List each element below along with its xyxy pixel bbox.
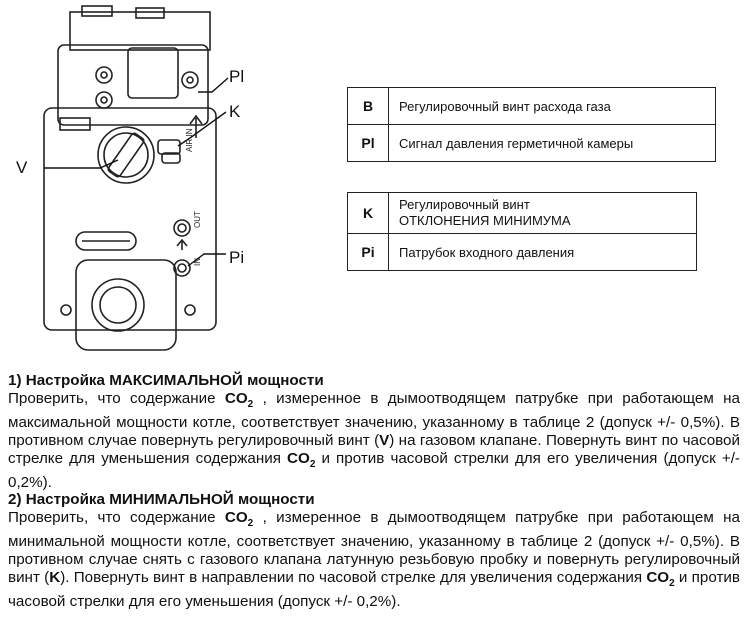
legend-table-k-pi (347, 192, 697, 271)
section-heading (8, 491, 740, 509)
pi-label: Pi (229, 248, 245, 267)
legend-table-b-pl (347, 87, 716, 162)
body-text: ). Повернуть винт в направлении по часовой стрелке для увеличения содержания (60, 569, 647, 587)
legend-code: B (348, 88, 389, 125)
v-adjust-screw (98, 127, 154, 183)
heading-keyword: МИНИМАЛЬНОЙ (109, 491, 234, 508)
legend-row (348, 193, 697, 234)
co2-symbol: $CO_2$ (224, 390, 254, 411)
upper-body (58, 45, 208, 125)
body-text: и против часовой стрелки для его уменьшения (допуск +/- 0,2%). (8, 569, 740, 611)
legend-desc: Сигнал давления герметичной камеры (389, 125, 716, 162)
body-text: ) на газовом клапане. Повернуть винт по часовой стрелке для уменьшения содержания (8, 432, 740, 468)
gas-valve-diagram (0, 0, 340, 370)
legend-row (348, 234, 697, 271)
section-heading (8, 372, 740, 390)
heading-keyword: МАКСИМАЛЬНОЙ (109, 372, 243, 389)
legend-desc: Патрубок входного давления (389, 234, 697, 271)
body-text: Проверить, что содержание (8, 390, 225, 407)
v-label: V (16, 158, 28, 177)
heading-suffix: мощности (233, 491, 315, 508)
screw-ref: V (379, 432, 390, 450)
out-label: OUT (193, 211, 202, 228)
legend-code: Pl (348, 125, 389, 162)
k-adjust-screw (158, 140, 180, 154)
legend-code: Pi (348, 234, 389, 271)
in-label: IN (193, 258, 202, 266)
legend-row (348, 88, 716, 125)
pl-callout-line (198, 78, 228, 92)
body-text: и против часовой стрелки для его увеличения (допуск +/- 0,2%). (8, 450, 740, 492)
body-text: , измеренное в дымоотводящем патрубке при работающем на минимальной мощности котле, соответствует значению, указанному в таблице 2 (допуск +/- 0,5%). В противном случае снять с газового клапана латунную резьбовую пробку и повернуть регулировочный винт ( (8, 509, 740, 587)
co2-symbol: $CO_2$ (224, 509, 254, 530)
screw-ref: K (49, 569, 61, 587)
legend-desc-line1: Регулировочный винт (399, 197, 530, 212)
heading-prefix: 2) Настройка (8, 491, 110, 508)
legend-row (348, 125, 716, 162)
body-text: Проверить, что содержание (8, 509, 225, 526)
legend-desc (389, 193, 697, 234)
out-port (174, 220, 190, 236)
section-min-power (8, 491, 740, 611)
legend-code: K (348, 193, 389, 234)
air-in-label: AIR IN (185, 128, 194, 152)
k-label: K (229, 102, 241, 121)
co2-symbol: $CO_2$ (646, 569, 675, 590)
legend-desc-line2: ОТКЛОНЕНИЯ МИНИМУМА (399, 213, 571, 228)
section-max-power (8, 372, 740, 492)
section-body (8, 390, 740, 492)
pl-label: Pl (229, 67, 245, 86)
section-body (8, 509, 740, 611)
co2-symbol: $CO_2$ (287, 450, 316, 471)
heading-suffix: мощности (242, 372, 324, 389)
heading-prefix: 1) Настройка (8, 372, 110, 389)
legend-desc: Регулировочный винт расхода газа (389, 88, 716, 125)
body-text: , измеренное в дымоотводящем патрубке при работающем на максимальной мощности котле, соответствует значению, указанному в таблице 2 (допуск +/- 0,5%). В противном случае повернуть регулировочный винт ( (8, 390, 740, 450)
